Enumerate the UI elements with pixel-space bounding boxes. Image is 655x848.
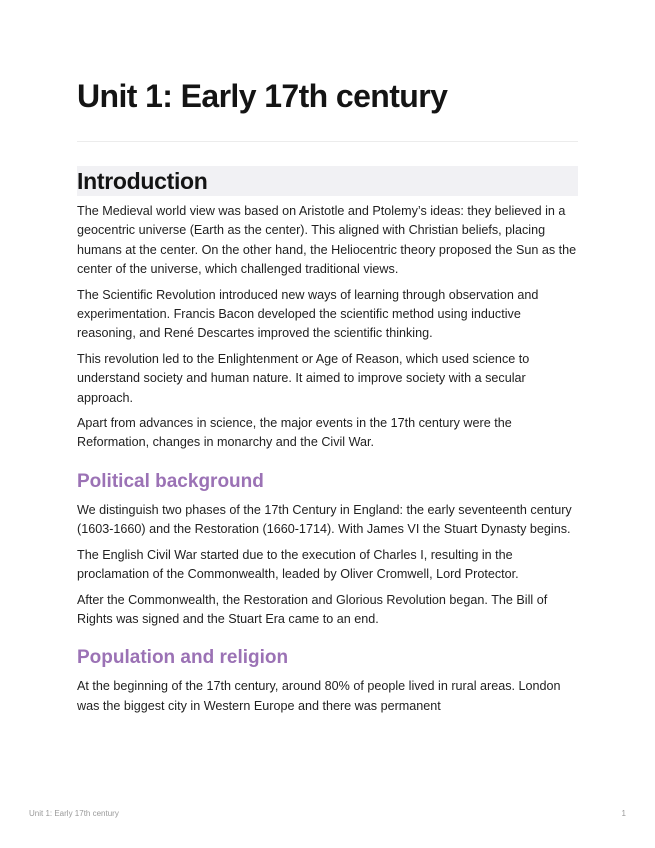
title-divider (77, 141, 578, 142)
paragraph: We distinguish two phases of the 17th Century in England: the early seventeenth century (1603-1660) and the Restoration (1660-1714). With James VI the Stuart Dynasty begins. (77, 502, 572, 537)
paragraph: This revolution led to the Enlightenment or Age of Reason, which used science to understand society and human nature. It aimed to improve society with a secular approach. (77, 351, 530, 405)
section-heading-introduction: Introduction (77, 166, 578, 196)
paragraph: The Scientific Revolution introduced new ways of learning through observation and experimentation. Francis Bacon developed the scientific method using inductive reasoning, and René Descartes improved the scientific thinking. (77, 287, 539, 341)
paragraph: The Medieval world view was based on Aristotle and Ptolemy’s ideas: they believed in a geocentric universe (Earth as the center). This aligned with Christian beliefs, placing humans at the center. On the other hand, the Heliocentric theory proposed the Sun as the center of the universe, which challenged traditional views. (77, 204, 577, 277)
paragraph: The English Civil War started due to the execution of Charles I, resulting in the proclamation of the Commonwealth, leaded by Oliver Cromwell, Lord Protector. (77, 547, 519, 582)
paragraph: Apart from advances in science, the major events in the 17th century were the Reformation, changes in monarchy and the Civil War. (77, 416, 512, 450)
paragraph: After the Commonwealth, the Restoration and Glorious Revolution began. The Bill of Rights was signed and the Stuart Era came to an end. (77, 592, 548, 626)
page-content (77, 76, 578, 722)
paragraph: At the beginning of the 17th century, around 80% of people lived in rural areas. London was the biggest city in Western Europe and there was permanent (77, 679, 561, 713)
section-spacer (77, 459, 578, 469)
footer-document-title: Unit 1: Early 17th century (29, 809, 119, 818)
section-heading-political-background: Political background (77, 470, 264, 492)
section-spacer (77, 635, 578, 645)
footer-page-number: 1 (621, 809, 626, 818)
section-heading-population-and-religion: Population and religion (77, 647, 289, 669)
document-title: Unit 1: Early 17th century (77, 78, 448, 114)
